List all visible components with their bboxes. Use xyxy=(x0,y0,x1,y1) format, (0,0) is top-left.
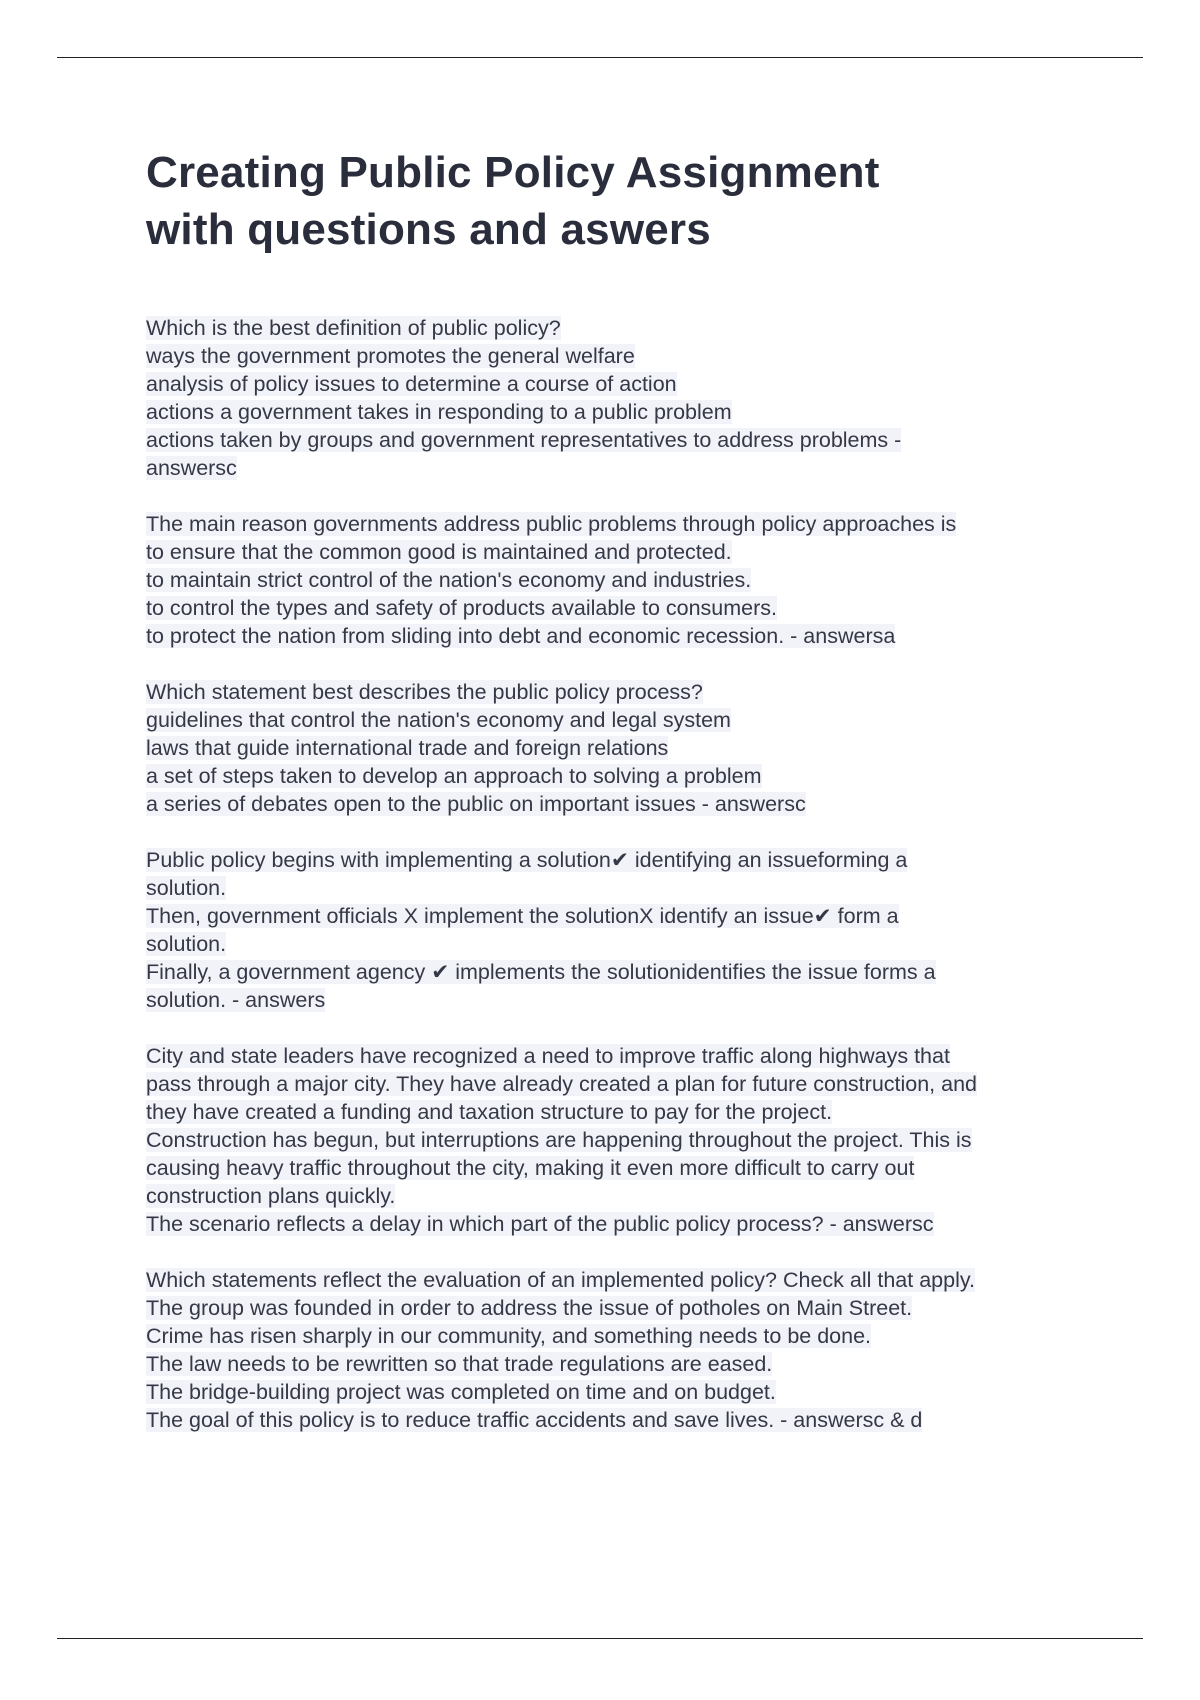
question-text xyxy=(146,510,1086,538)
line-text: Public policy begins with implementing a solution✔ identifying an issueforming a xyxy=(146,848,908,872)
answer-line xyxy=(146,1126,1086,1154)
line-text: The group was founded in order to address the issue of potholes on Main Street. xyxy=(146,1296,913,1320)
document-title xyxy=(146,144,1086,258)
qa-list xyxy=(146,314,1086,1434)
qa-block xyxy=(146,510,1086,650)
answer-line xyxy=(146,566,1086,594)
question-text xyxy=(146,1266,1086,1294)
line-text: The bridge-building project was completed on time and on budget. xyxy=(146,1380,776,1404)
line-text: solution. - answers xyxy=(146,988,326,1012)
line-text: to protect the nation from sliding into debt and economic recession. - answersa xyxy=(146,624,896,648)
line-text: actions taken by groups and government representatives to address problems - xyxy=(146,428,902,452)
line-text: answersc xyxy=(146,456,237,480)
line-text: causing heavy traffic throughout the city, making it even more difficult to carry out xyxy=(146,1156,915,1180)
answer-line xyxy=(146,1350,1086,1378)
answer-line xyxy=(146,1406,1086,1434)
title-line-2: with questions and aswers xyxy=(146,205,711,254)
line-text: a series of debates open to the public on important issues - answersc xyxy=(146,792,806,816)
line-text: to ensure that the common good is maintained and protected. xyxy=(146,540,732,564)
answer-line xyxy=(146,1322,1086,1350)
line-text: to maintain strict control of the nation's economy and industries. xyxy=(146,568,752,592)
question-text xyxy=(146,314,1086,342)
line-text: Which is the best definition of public policy? xyxy=(146,316,561,340)
header-rule xyxy=(57,57,1143,58)
answer-line xyxy=(146,986,1086,1014)
line-text: The law needs to be rewritten so that trade regulations are eased. xyxy=(146,1352,773,1376)
line-text: a set of steps taken to develop an approach to solving a problem xyxy=(146,764,762,788)
line-text: Then, government officials X implement the solutionX identify an issue✔ form a xyxy=(146,904,899,928)
answer-line xyxy=(146,342,1086,370)
title-line-1: Creating Public Policy Assignment xyxy=(146,148,880,197)
line-text: City and state leaders have recognized a need to improve traffic along highways that xyxy=(146,1044,950,1068)
answer-line xyxy=(146,930,1086,958)
answer-line xyxy=(146,958,1086,986)
question-text xyxy=(146,1042,1086,1070)
answer-line xyxy=(146,398,1086,426)
answer-line xyxy=(146,902,1086,930)
line-text: analysis of policy issues to determine a course of action xyxy=(146,372,677,396)
answer-line xyxy=(146,1182,1086,1210)
line-text: ways the government promotes the general welfare xyxy=(146,344,635,368)
line-text: Which statement best describes the public policy process? xyxy=(146,680,703,704)
line-text: guidelines that control the nation's economy and legal system xyxy=(146,708,731,732)
answer-line xyxy=(146,1378,1086,1406)
qa-block xyxy=(146,678,1086,818)
line-text: construction plans quickly. xyxy=(146,1184,396,1208)
answer-line xyxy=(146,1154,1086,1182)
line-text: The main reason governments address public problems through policy approaches is xyxy=(146,512,957,536)
line-text: actions a government takes in responding to a public problem xyxy=(146,400,732,424)
answer-line xyxy=(146,538,1086,566)
qa-block xyxy=(146,1266,1086,1434)
line-text: Finally, a government agency ✔ implements the solutionidentifies the issue forms a xyxy=(146,960,936,984)
answer-line xyxy=(146,874,1086,902)
line-text: solution. xyxy=(146,932,227,956)
line-text: Which statements reflect the evaluation of an implemented policy? Check all that apply. xyxy=(146,1268,975,1292)
line-text: to control the types and safety of products available to consumers. xyxy=(146,596,778,620)
qa-block xyxy=(146,1042,1086,1238)
question-text xyxy=(146,678,1086,706)
line-text: they have created a funding and taxation structure to pay for the project. xyxy=(146,1100,833,1124)
answer-line xyxy=(146,370,1086,398)
answer-line xyxy=(146,762,1086,790)
answer-line xyxy=(146,594,1086,622)
answer-line xyxy=(146,426,1086,454)
answer-line xyxy=(146,454,1086,482)
question-text xyxy=(146,846,1086,874)
answer-line xyxy=(146,1098,1086,1126)
qa-block xyxy=(146,314,1086,482)
answer-line xyxy=(146,1294,1086,1322)
answer-line xyxy=(146,790,1086,818)
document-body xyxy=(146,144,1086,1462)
line-text: pass through a major city. They have already created a plan for future construction, and xyxy=(146,1072,978,1096)
answer-line xyxy=(146,622,1086,650)
line-text: Construction has begun, but interruptions are happening throughout the project. This is xyxy=(146,1128,972,1152)
line-text: The scenario reflects a delay in which part of the public policy process? - answersc xyxy=(146,1212,934,1236)
answer-line xyxy=(146,1210,1086,1238)
footer-rule xyxy=(57,1638,1143,1639)
qa-block xyxy=(146,846,1086,1014)
answer-line xyxy=(146,1070,1086,1098)
line-text: solution. xyxy=(146,876,227,900)
answer-line xyxy=(146,706,1086,734)
line-text: Crime has risen sharply in our community, and something needs to be done. xyxy=(146,1324,872,1348)
line-text: laws that guide international trade and foreign relations xyxy=(146,736,669,760)
answer-line xyxy=(146,734,1086,762)
line-text: The goal of this policy is to reduce traffic accidents and save lives. - answersc & d xyxy=(146,1408,923,1432)
